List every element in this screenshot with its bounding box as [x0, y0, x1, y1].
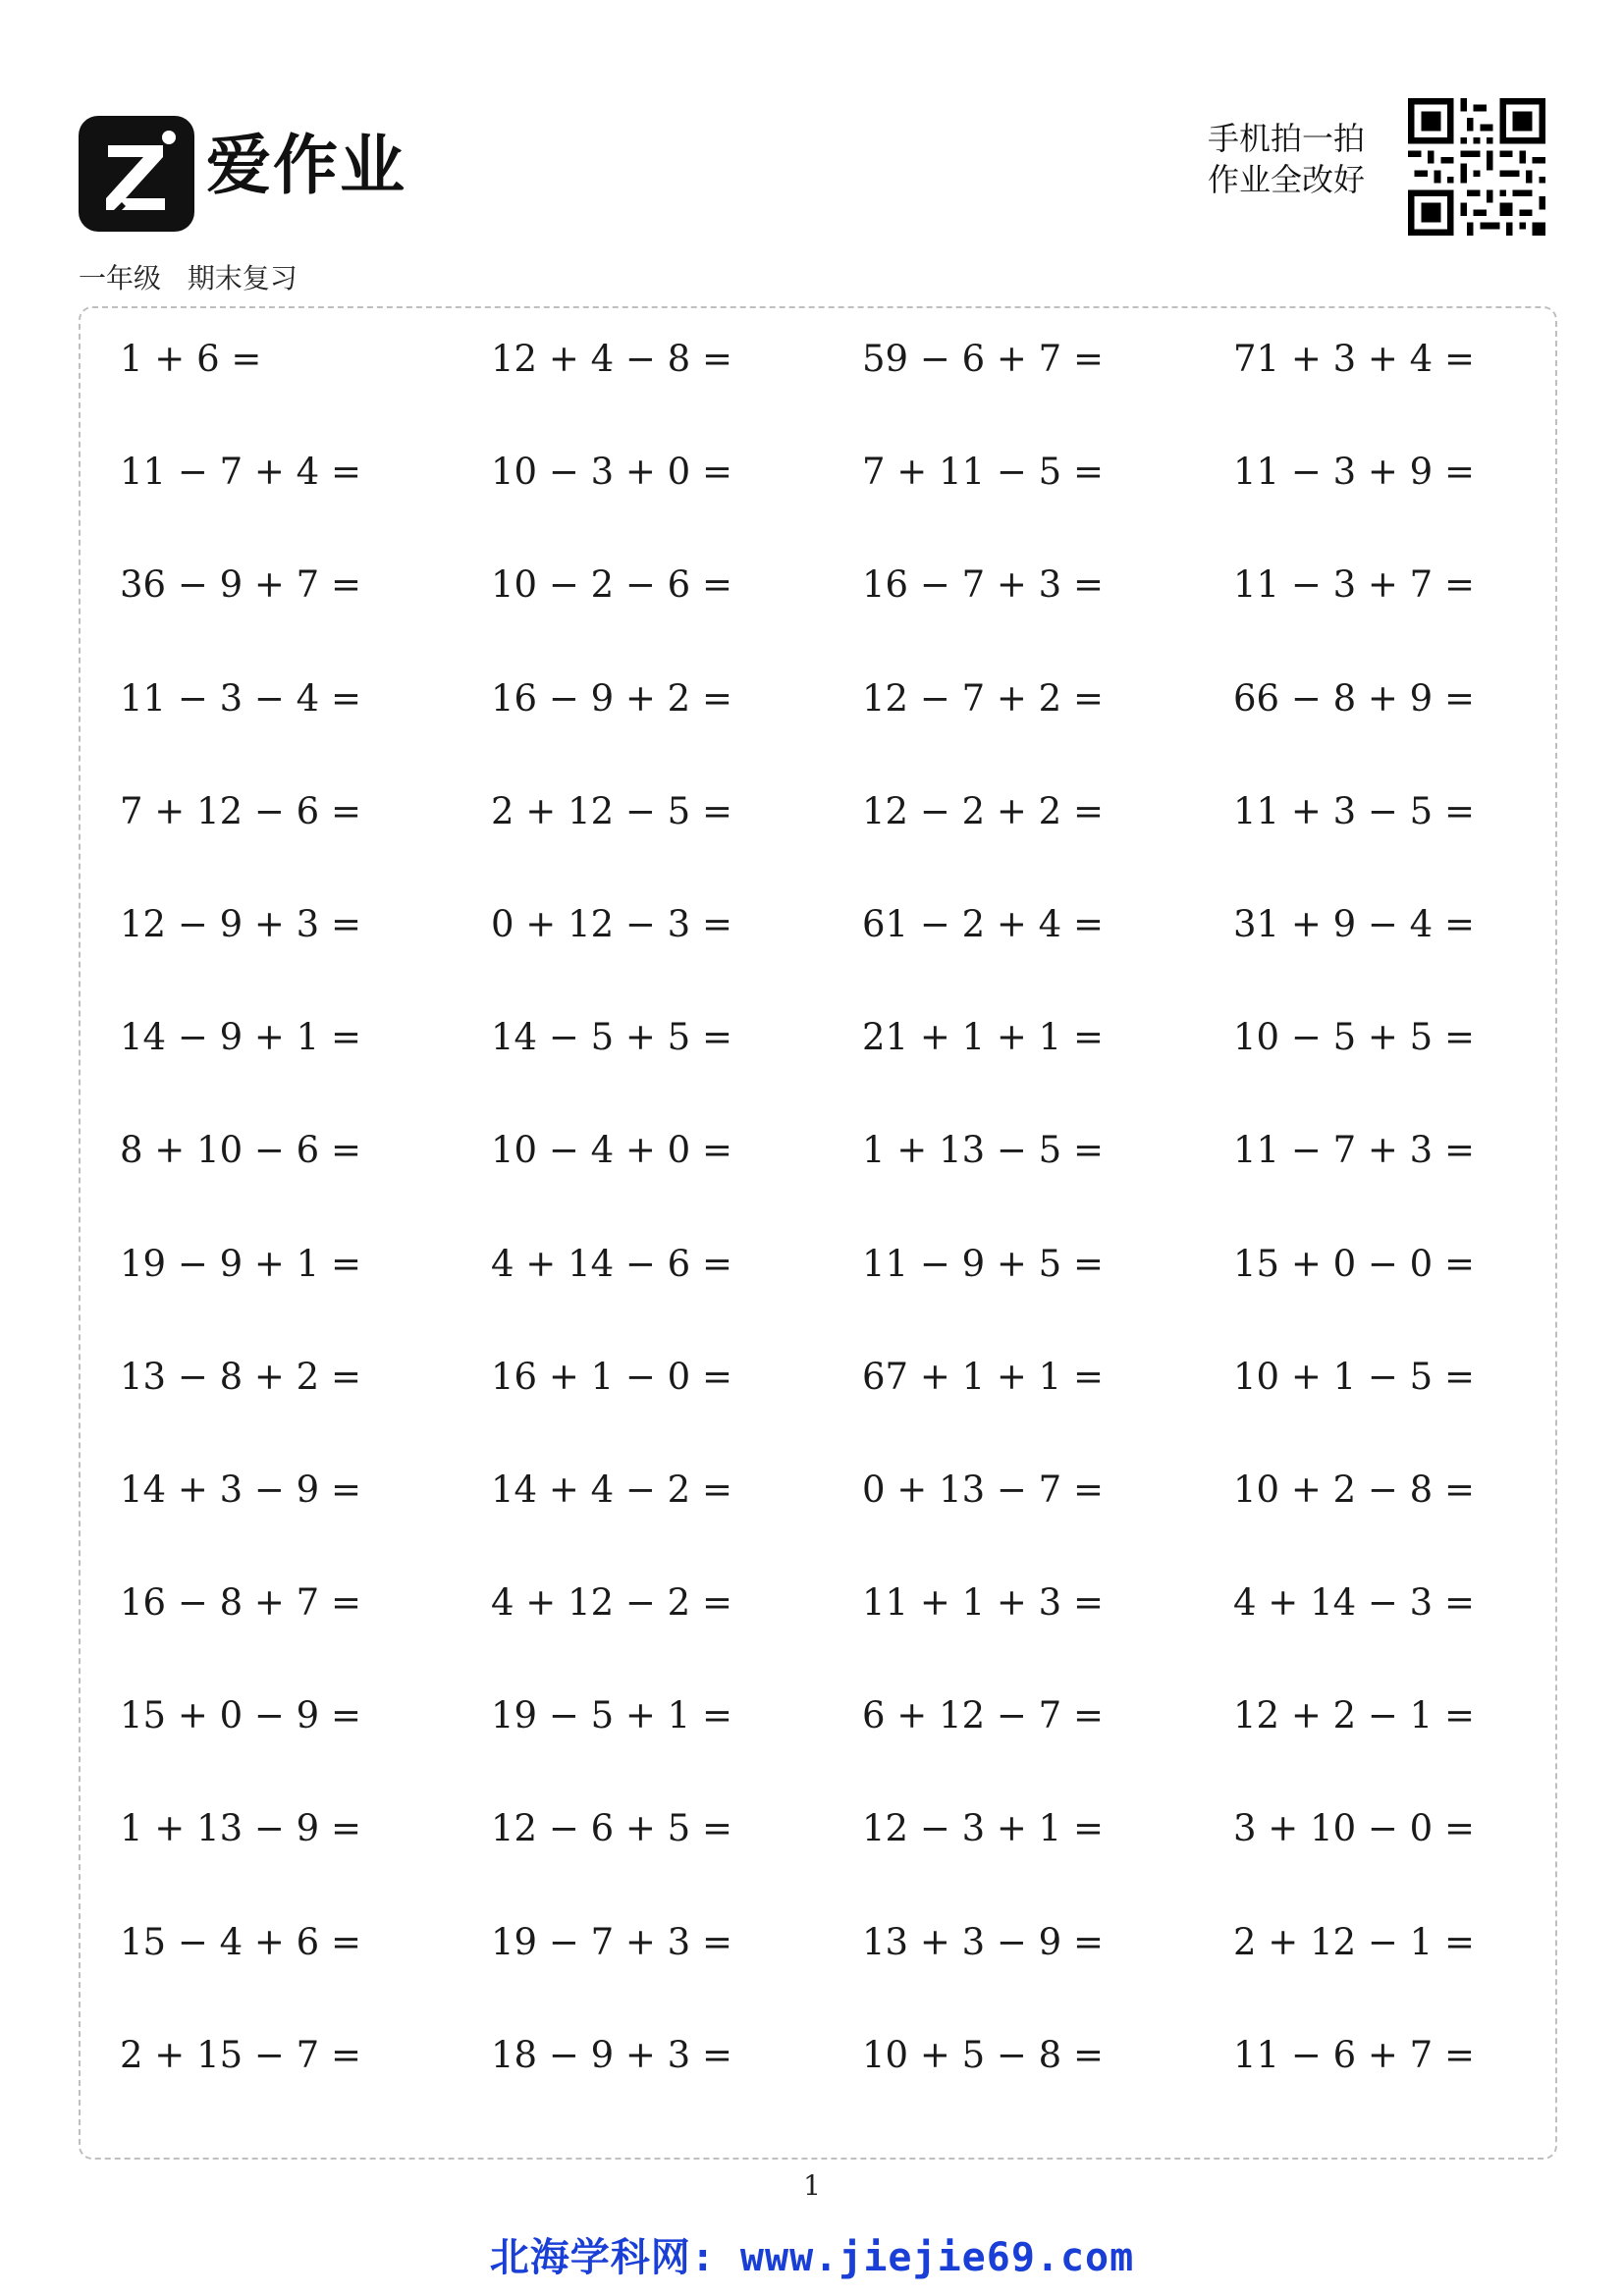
math-problem: 21 + 1 + 1 =: [862, 1016, 1104, 1059]
math-problem: 10 − 5 + 5 =: [1233, 1016, 1475, 1059]
math-problem: 2 + 12 − 5 =: [491, 789, 732, 832]
math-problem: 71 + 3 + 4 =: [1233, 338, 1475, 380]
math-problem: 0 + 12 − 3 =: [491, 902, 732, 945]
math-problem: 19 − 5 + 1 =: [491, 1694, 732, 1737]
math-problem: 10 + 1 − 5 =: [1233, 1355, 1475, 1398]
math-problem: 6 + 12 − 7 =: [862, 1694, 1104, 1737]
math-problem: 3 + 10 − 0 =: [1233, 1807, 1475, 1850]
math-problem: 4 + 14 − 3 =: [1233, 1581, 1475, 1625]
math-problem: 12 − 7 + 2 =: [862, 676, 1104, 720]
math-problem: 13 − 8 + 2 =: [120, 1355, 361, 1398]
math-problem: 8 + 10 − 6 =: [120, 1129, 361, 1172]
math-problem: 2 + 15 − 7 =: [120, 2033, 361, 2076]
app-logo: [79, 116, 194, 232]
page-number: 1: [803, 2169, 821, 2202]
math-problem: 14 + 3 − 9 =: [120, 1468, 361, 1511]
math-problem: 36 − 9 + 7 =: [120, 563, 361, 607]
math-problem: 67 + 1 + 1 =: [862, 1355, 1104, 1398]
math-problem: 16 + 1 − 0 =: [491, 1355, 732, 1398]
math-problem: 16 − 8 + 7 =: [120, 1581, 361, 1625]
math-problem: 1 + 13 − 9 =: [120, 1807, 361, 1850]
math-problem: 14 + 4 − 2 =: [491, 1468, 732, 1511]
math-problem: 31 + 9 − 4 =: [1233, 902, 1475, 945]
math-problem: 11 − 7 + 4 =: [120, 451, 361, 494]
math-problem: 11 − 3 + 9 =: [1233, 451, 1475, 494]
math-problem: 14 − 9 + 1 =: [120, 1016, 361, 1059]
math-problem: 10 + 5 − 8 =: [862, 2033, 1104, 2076]
math-problem: 12 − 6 + 5 =: [491, 1807, 732, 1850]
math-problem: 7 + 12 − 6 =: [120, 789, 361, 832]
math-problem: 0 + 13 − 7 =: [862, 1468, 1104, 1511]
slogan: [1208, 118, 1394, 200]
math-problem: 10 − 3 + 0 =: [491, 451, 732, 494]
math-problem: 1 + 13 − 5 =: [862, 1129, 1104, 1172]
math-problem: 61 − 2 + 4 =: [862, 902, 1104, 945]
math-problem: 19 − 9 + 1 =: [120, 1242, 361, 1285]
math-problem: 7 + 11 − 5 =: [862, 451, 1104, 494]
math-problem: 15 + 0 − 0 =: [1233, 1242, 1475, 1285]
math-problem: 4 + 12 − 2 =: [491, 1581, 732, 1625]
math-problem: 16 − 9 + 2 =: [491, 676, 732, 720]
slogan-line-1: 手机拍一拍: [1208, 120, 1366, 157]
math-problem: 19 − 7 + 3 =: [491, 1920, 732, 1963]
footer-watermark: 北海学科网: www.jiejie69.com: [489, 2235, 1135, 2280]
math-problem: 12 + 2 − 1 =: [1233, 1694, 1475, 1737]
brand-name: 爱作业: [206, 128, 406, 203]
math-problem: 11 − 3 − 4 =: [120, 676, 361, 720]
math-problem: 11 + 1 + 3 =: [862, 1581, 1104, 1625]
qr-code-icon: [1408, 98, 1545, 236]
grade-subtitle: 一年级 期末复习: [79, 262, 298, 294]
worksheet-frame: [79, 306, 1557, 2160]
logo-z-icon: [79, 116, 194, 232]
math-problem: 16 − 7 + 3 =: [862, 563, 1104, 607]
math-problem: 10 − 2 − 6 =: [491, 563, 732, 607]
math-problem: 18 − 9 + 3 =: [491, 2033, 732, 2076]
math-problem: 2 + 12 − 1 =: [1233, 1920, 1475, 1963]
math-problem: 12 + 4 − 8 =: [491, 338, 732, 380]
math-problem: 12 − 2 + 2 =: [862, 789, 1104, 832]
math-problem: 4 + 14 − 6 =: [491, 1242, 732, 1285]
math-problem: 11 + 3 − 5 =: [1233, 789, 1475, 832]
math-problem: 12 − 3 + 1 =: [862, 1807, 1104, 1850]
math-problem: 15 + 0 − 9 =: [120, 1694, 361, 1737]
math-problem: 66 − 8 + 9 =: [1233, 676, 1475, 720]
slogan-line-2: 作业全改好: [1208, 161, 1366, 198]
math-problem: 10 + 2 − 8 =: [1233, 1468, 1475, 1511]
problem-grid: [120, 330, 1534, 2139]
math-problem: 59 − 6 + 7 =: [862, 338, 1104, 380]
math-problem: 11 − 7 + 3 =: [1233, 1129, 1475, 1172]
math-problem: 15 − 4 + 6 =: [120, 1920, 361, 1963]
math-problem: 11 − 6 + 7 =: [1233, 2033, 1475, 2076]
math-problem: 14 − 5 + 5 =: [491, 1016, 732, 1059]
math-problem: 10 − 4 + 0 =: [491, 1129, 732, 1172]
math-problem: 13 + 3 − 9 =: [862, 1920, 1104, 1963]
math-problem: 11 − 3 + 7 =: [1233, 563, 1475, 607]
math-problem: 1 + 6 =: [120, 338, 262, 380]
math-problem: 11 − 9 + 5 =: [862, 1242, 1104, 1285]
math-problem: 12 − 9 + 3 =: [120, 902, 361, 945]
